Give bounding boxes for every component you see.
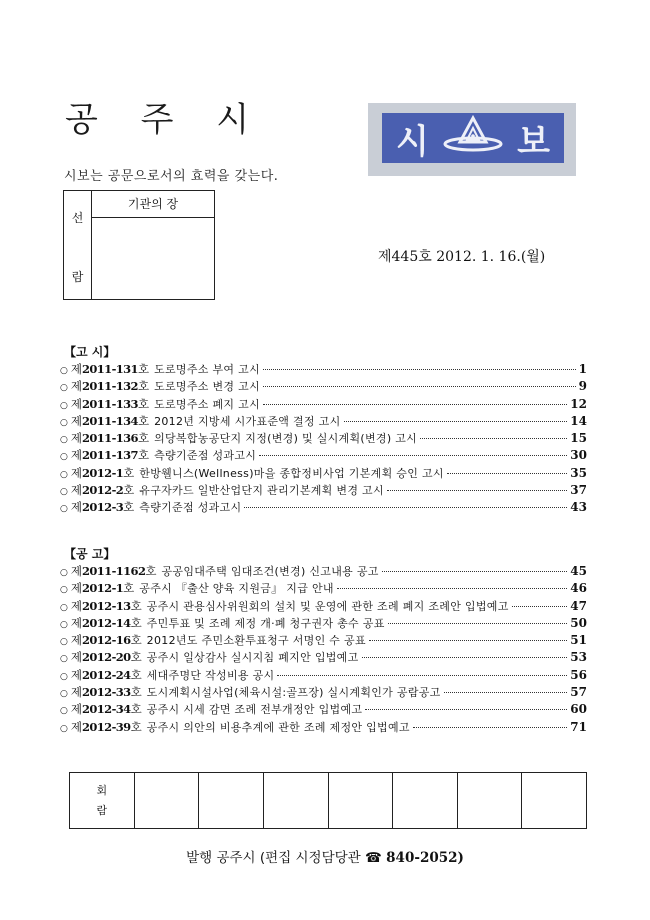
entry-number: 제2011-132호	[70, 379, 150, 394]
entry-number: 제2012-16호	[70, 633, 142, 648]
entry-number: 제2011-136호	[70, 431, 150, 446]
footer-text: 발행 공주시 (편집 시정담당관	[186, 850, 361, 866]
entry-page: 35	[570, 465, 587, 480]
toc-entry[interactable]	[60, 563, 587, 580]
entry-page: 43	[570, 500, 587, 515]
dot-leader	[362, 657, 568, 658]
dot-leader	[365, 709, 567, 710]
bullet-circle-icon: ○	[60, 671, 68, 682]
circulation-cell	[522, 773, 587, 829]
entry-title: 도시계획시설사업(체육시설:골프장) 실시계획인가 공람공고	[146, 686, 441, 700]
dot-leader	[387, 490, 567, 491]
entry-page: 37	[570, 483, 587, 498]
circulation-cell	[134, 773, 199, 829]
toc-entry[interactable]	[60, 580, 587, 597]
toc-entry[interactable]	[60, 649, 587, 666]
entry-title: 도로명주소 부여 고시	[154, 363, 261, 376]
toc-entry[interactable]	[60, 396, 587, 413]
circulation-cell	[457, 773, 522, 829]
dot-leader	[263, 386, 576, 387]
bullet-circle-icon: ○	[60, 602, 68, 613]
sibo-logo	[368, 103, 576, 176]
entry-page: 45	[570, 564, 587, 578]
entry-page: 51	[570, 633, 587, 648]
entry-page: 53	[570, 650, 587, 665]
entry-title: 측량기준점 성과고시	[139, 501, 242, 515]
entry-title: 도로명주소 폐지 고시	[154, 397, 261, 411]
entry-title: 2012년 지방세 시가표준액 결정 고시	[154, 414, 341, 428]
bullet-circle-icon: ○	[60, 435, 68, 446]
bullet-circle-icon: ○	[60, 723, 68, 734]
entry-title: 유구자카드 일반산업단지 관리기본계획 변경 고시	[139, 484, 384, 498]
bullet-circle-icon: ○	[60, 366, 68, 376]
toc-entry[interactable]	[60, 465, 587, 482]
notices-list	[60, 361, 587, 517]
approval-side-bottom: 람	[71, 270, 84, 284]
toc-entry[interactable]	[60, 430, 587, 447]
entry-title: 도로명주소 변경 고시	[154, 380, 261, 394]
toc-entry[interactable]	[60, 684, 587, 701]
circulation-label-top: 회	[96, 783, 108, 797]
subtitle: 시보는 공문으로서의 효력을 갖는다.	[64, 169, 279, 184]
bullet-circle-icon: ○	[60, 706, 68, 717]
toc-entry[interactable]	[60, 482, 587, 499]
toc-entry[interactable]	[60, 667, 587, 684]
circulation-label	[70, 773, 135, 829]
entry-page: 60	[570, 702, 587, 717]
entry-number: 제2012-14호	[70, 615, 142, 630]
dot-leader	[263, 404, 567, 405]
bullet-circle-icon: ○	[60, 383, 68, 394]
dot-leader	[344, 421, 568, 422]
entry-number: 제2011-133호	[70, 396, 150, 411]
entry-title: 한방웰니스(Wellness)마을 종합정비사업 기본계획 승인 고시	[139, 466, 444, 480]
entry-title: 측량기준점 성과고시	[154, 449, 257, 463]
toc-entry[interactable]	[60, 719, 587, 736]
toc-entry[interactable]	[60, 378, 587, 395]
notices-title: 【고 시】	[64, 345, 116, 359]
bullet-circle-icon: ○	[60, 689, 68, 700]
approval-box	[63, 190, 215, 300]
bullet-circle-icon: ○	[60, 504, 68, 515]
entry-number: 제2012-39호	[70, 719, 142, 734]
entry-page: 50	[570, 615, 587, 630]
dot-leader	[388, 623, 568, 624]
entry-page: 15	[570, 431, 587, 446]
entry-page: 9	[578, 379, 587, 394]
toc-entry[interactable]	[60, 598, 587, 615]
entry-title: 주민투표 및 조례 제정 개·폐 청구권자 총수 공표	[146, 616, 385, 630]
entry-title: 2012년도 주민소환투표청구 서명인 수 공표	[146, 634, 366, 648]
entry-number: 제2011-131호	[70, 362, 150, 376]
dot-leader	[512, 606, 568, 607]
entry-title: 공주시 일상감사 실시지침 폐지안 입법예고	[146, 651, 359, 665]
bullet-circle-icon: ○	[60, 654, 68, 665]
bullet-circle-icon: ○	[60, 400, 68, 411]
entry-page: 46	[570, 581, 587, 596]
toc-entry[interactable]	[60, 701, 587, 718]
bullet-circle-icon: ○	[60, 487, 68, 498]
circulation-cell	[393, 773, 458, 829]
mountain-emblem-icon	[442, 114, 504, 163]
logo-left-char: 시	[396, 121, 429, 162]
approval-side-top: 선	[71, 211, 84, 225]
entry-title: 공주시 관용심사위원회의 설치 및 운영에 관한 조례 폐지 조례안 입법예고	[146, 599, 509, 613]
dot-leader	[413, 727, 567, 728]
entry-title: 공주시 의안의 비용추계에 관한 조례 제정안 입법예고	[146, 720, 410, 734]
entry-number: 제2011-137호	[70, 448, 150, 463]
entry-page: 30	[570, 448, 587, 463]
entry-number: 제2012-2호	[70, 483, 135, 498]
logo-right-char: 보	[517, 121, 550, 162]
entry-page: 1	[578, 362, 587, 376]
dot-leader	[337, 588, 567, 589]
entry-title: 세대주명단 작성비용 공시	[146, 668, 275, 682]
entry-title: 공주시 『출산 양육 지원금』 지급 안내	[139, 582, 334, 596]
dot-leader	[420, 438, 567, 439]
entry-number: 제2012-34호	[70, 702, 142, 717]
entry-page: 56	[570, 667, 587, 682]
issue-number-date: 제445호 2012. 1. 16.(월)	[378, 249, 546, 265]
dot-leader	[382, 571, 568, 572]
approval-signature-area	[92, 218, 214, 299]
bullet-circle-icon: ○	[60, 452, 68, 463]
toc-entry[interactable]	[60, 632, 587, 649]
dot-leader	[263, 369, 576, 370]
toc-entry[interactable]	[60, 499, 587, 516]
publisher-footer	[0, 846, 650, 866]
entry-page: 14	[570, 413, 587, 428]
footer-phone: 840-2052)	[386, 850, 464, 866]
entry-page: 12	[570, 396, 587, 411]
entry-number: 제2012-1호	[70, 581, 135, 596]
toc-entry[interactable]	[60, 615, 587, 632]
bullet-circle-icon: ○	[60, 585, 68, 596]
entry-title: 공주시 시세 감면 조례 전부개정안 입법예고	[146, 703, 363, 717]
entry-number: 제2012-33호	[70, 685, 142, 700]
dot-leader	[259, 455, 567, 456]
entry-page: 57	[570, 685, 587, 700]
bullet-circle-icon: ○	[60, 417, 68, 428]
entry-number: 제2012-3호	[70, 500, 135, 515]
dot-leader	[369, 640, 567, 641]
dot-leader	[444, 692, 568, 693]
bullet-circle-icon: ○	[60, 568, 68, 578]
dot-leader	[277, 675, 567, 676]
circulation-cell	[199, 773, 264, 829]
circulation-table	[69, 772, 587, 829]
entry-title: 공공임대주택 임대조건(변경) 신고내용 공고	[161, 565, 379, 578]
entry-number: 제2012-13호	[70, 598, 142, 613]
phone-icon: ☎	[365, 850, 382, 866]
bullet-circle-icon: ○	[60, 619, 68, 630]
toc-entry[interactable]	[60, 361, 587, 378]
entry-title: 의당복합농공단지 지정(변경) 및 실시계획(변경) 고시	[154, 432, 418, 446]
dot-leader	[447, 473, 568, 474]
circulation-cell	[328, 773, 393, 829]
city-title: 공 주 시	[65, 100, 266, 140]
entry-number: 제2012-1호	[70, 465, 135, 480]
entry-number: 제2011-1162호	[70, 564, 157, 578]
toc-entry[interactable]	[60, 413, 587, 430]
entry-number: 제2012-20호	[70, 650, 142, 665]
circulation-label-bottom: 람	[96, 803, 108, 817]
bullet-circle-icon: ○	[60, 469, 68, 480]
entry-number: 제2012-24호	[70, 667, 142, 682]
toc-entry[interactable]	[60, 447, 587, 464]
bullet-circle-icon: ○	[60, 637, 68, 648]
entry-page: 71	[570, 719, 587, 734]
dot-leader	[244, 507, 567, 508]
entry-page: 47	[570, 598, 587, 613]
approval-side-label	[64, 191, 92, 299]
circulation-cell	[263, 773, 328, 829]
announcements-title: 【공 고】	[64, 547, 116, 561]
announcements-list	[60, 563, 587, 736]
entry-number: 제2011-134호	[70, 413, 150, 428]
approval-head: 기관의 장	[92, 191, 214, 218]
